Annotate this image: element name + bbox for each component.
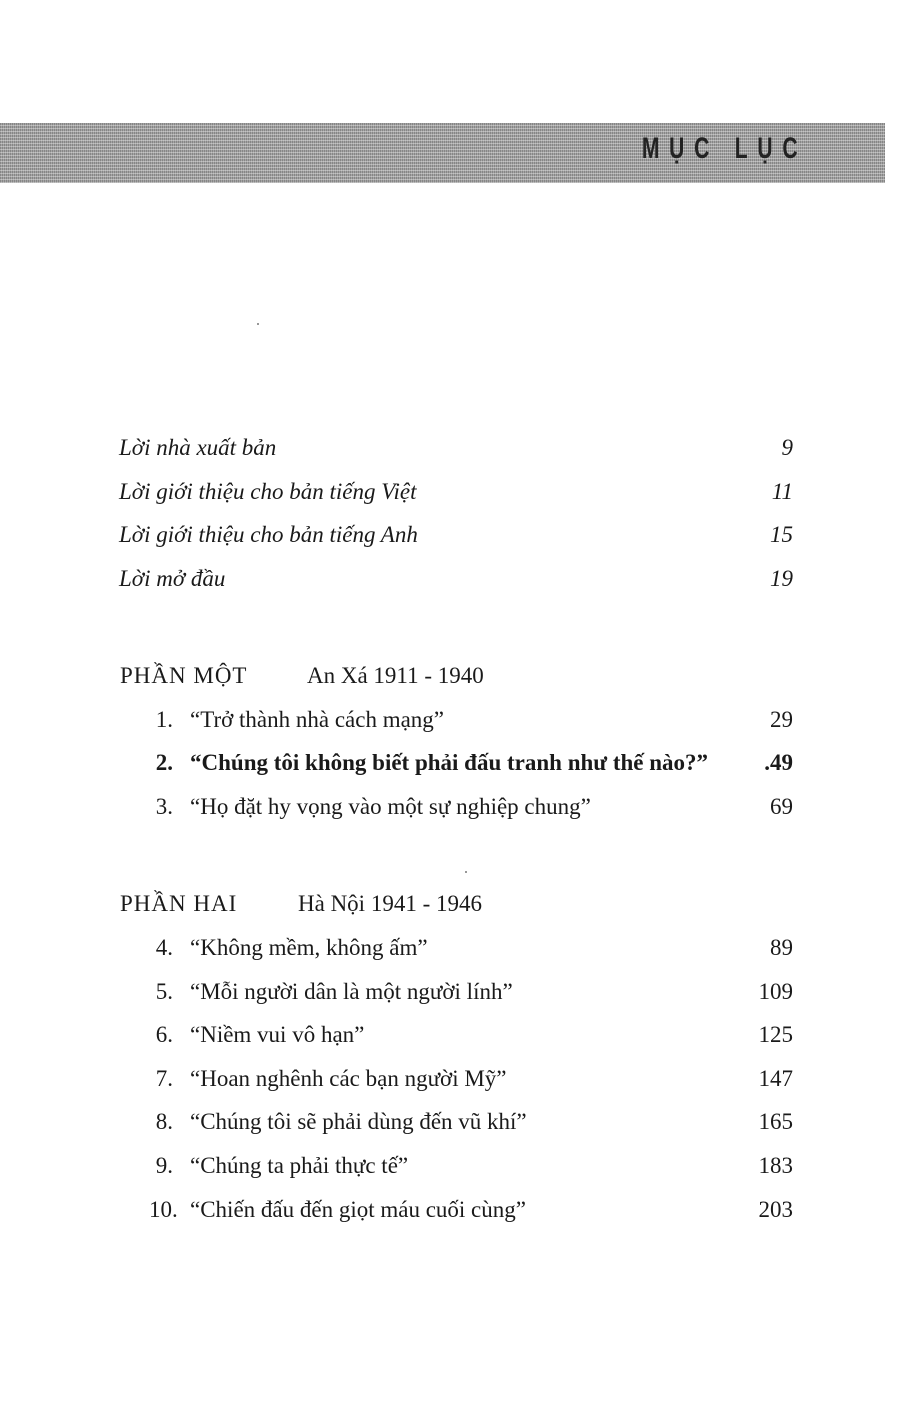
chapter-title: “Trở thành nhà cách mạng” bbox=[190, 707, 445, 732]
chapter-title: “Họ đặt hy vọng vào một sự nghiệp chung” bbox=[190, 794, 591, 819]
toc-chapter-entry[interactable] bbox=[0, 703, 900, 737]
page-number: 19 bbox=[770, 566, 793, 591]
page-title: MỤC LỤC bbox=[641, 132, 807, 165]
toc-chapter-entry[interactable] bbox=[0, 1062, 900, 1096]
page-number: 89 bbox=[770, 935, 793, 960]
part-heading bbox=[0, 887, 900, 921]
page-number: 147 bbox=[758, 1066, 793, 1091]
chapter-title: “Niềm vui vô hạn” bbox=[190, 1022, 365, 1047]
entry-title: Lời giới thiệu cho bản tiếng Việt bbox=[119, 479, 417, 504]
part-title: Hà Nội 1941 - 1946 bbox=[298, 891, 482, 916]
chapter-number: 3. bbox=[155, 794, 173, 819]
entry-title: Lời giới thiệu cho bản tiếng Anh bbox=[119, 522, 418, 547]
part-label: PHẦN HAI bbox=[120, 891, 238, 916]
scan-speck bbox=[465, 871, 467, 873]
page-number: 183 bbox=[758, 1153, 793, 1178]
chapter-number: 9. bbox=[155, 1153, 173, 1178]
toc-chapter-entry[interactable] bbox=[0, 1105, 900, 1139]
page-number: 29 bbox=[770, 707, 793, 732]
entry-title: Lời mở đầu bbox=[119, 566, 226, 591]
toc-front-entry[interactable] bbox=[0, 518, 900, 552]
page-number: 9 bbox=[781, 435, 793, 460]
chapter-number: 4. bbox=[155, 935, 173, 960]
part-heading bbox=[0, 659, 900, 693]
toc-front-entry[interactable] bbox=[0, 475, 900, 509]
toc-chapter-entry[interactable] bbox=[0, 1193, 900, 1227]
page-number: 109 bbox=[758, 979, 793, 1004]
page-number: 15 bbox=[770, 522, 793, 547]
chapter-title: “Chiến đấu đến giọt máu cuối cùng” bbox=[190, 1197, 526, 1222]
toc-chapter-entry[interactable] bbox=[0, 1149, 900, 1183]
toc-chapter-entry[interactable] bbox=[0, 746, 900, 780]
page-number: 69 bbox=[770, 794, 793, 819]
chapter-title: “Chúng tôi không biết phải đấu tranh như thế nào?” bbox=[190, 750, 709, 775]
page-number: 11 bbox=[771, 479, 793, 504]
page-number: .49 bbox=[764, 750, 793, 775]
toc-chapter-entry[interactable] bbox=[0, 1018, 900, 1052]
page-number: 165 bbox=[758, 1109, 793, 1134]
chapter-number: 6. bbox=[155, 1022, 173, 1047]
chapter-title: “Chúng ta phải thực tế” bbox=[190, 1153, 409, 1178]
chapter-title: “Chúng tôi sẽ phải dùng đến vũ khí” bbox=[190, 1109, 527, 1134]
header-banner bbox=[0, 123, 885, 183]
chapter-title: “Mỗi người dân là một người lính” bbox=[190, 979, 513, 1004]
chapter-number: 1. bbox=[155, 707, 173, 732]
chapter-number: 10. bbox=[149, 1197, 178, 1222]
toc-front-entry[interactable] bbox=[0, 431, 900, 465]
scan-speck bbox=[257, 323, 259, 325]
part-label: PHẦN MỘT bbox=[120, 663, 248, 688]
chapter-title: “Hoan nghênh các bạn người Mỹ” bbox=[190, 1066, 507, 1091]
part-title: An Xá 1911 - 1940 bbox=[307, 663, 484, 688]
chapter-number: 7. bbox=[155, 1066, 173, 1091]
chapter-number: 5. bbox=[155, 979, 173, 1004]
toc-chapter-entry[interactable] bbox=[0, 931, 900, 965]
page-number: 203 bbox=[758, 1197, 793, 1222]
chapter-title: “Không mềm, không ấm” bbox=[190, 935, 428, 960]
toc-chapter-entry[interactable] bbox=[0, 975, 900, 1009]
toc-chapter-entry[interactable] bbox=[0, 790, 900, 824]
toc-front-entry[interactable] bbox=[0, 562, 900, 596]
chapter-number: 8. bbox=[155, 1109, 173, 1134]
entry-title: Lời nhà xuất bản bbox=[119, 435, 277, 460]
chapter-number: 2. bbox=[155, 750, 173, 775]
page-number: 125 bbox=[758, 1022, 793, 1047]
